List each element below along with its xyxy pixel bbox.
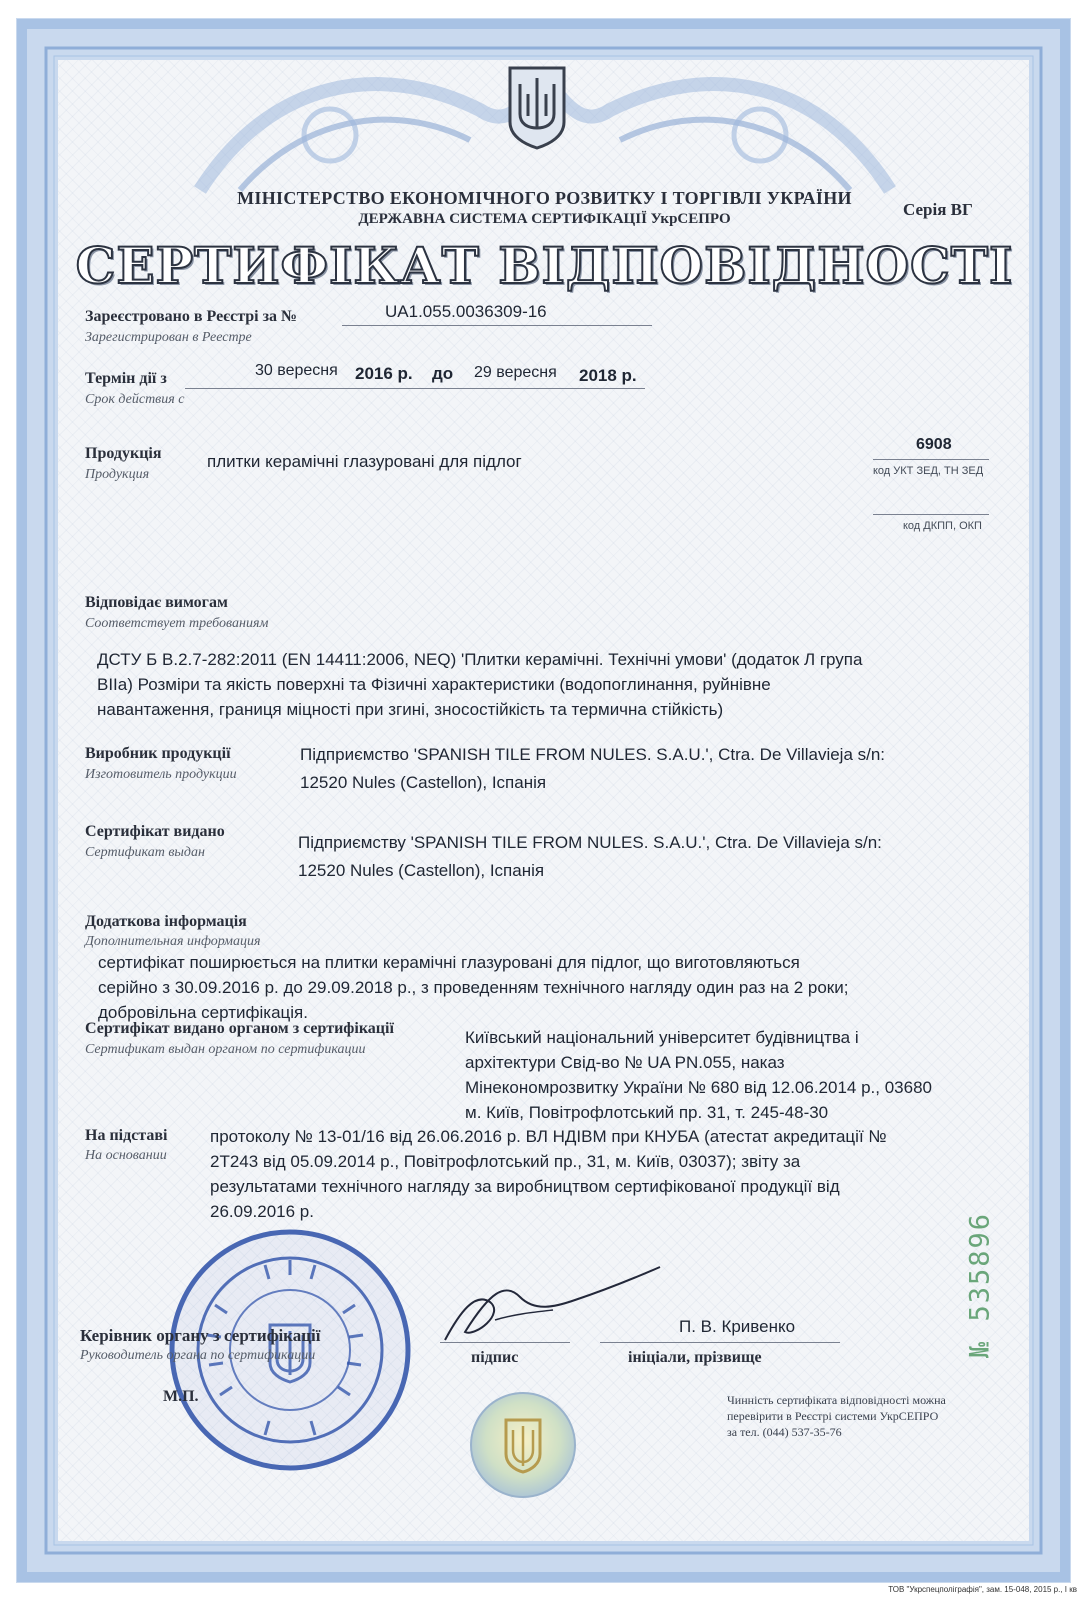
head-of-body-label: Керівник органу з сертифікації	[80, 1326, 321, 1345]
registration-label: Зареєстровано в Реєстрі за №	[85, 308, 298, 325]
hologram-trident-icon	[468, 1390, 578, 1500]
issued-to-line: Підприємству 'SPANISH TILE FROM NULES. S.A.U.', Ctra. De Villavieja s/n:	[298, 833, 882, 852]
seal-place-label: М.П.	[163, 1388, 199, 1405]
additional-info-line: серійно з 30.09.2016 р. до 29.09.2018 р., з проведенням технічного нагляду один раз на 2 роки;	[98, 978, 849, 997]
certification-system-heading: ДЕРЖАВНА СИСТЕМА СЕРТИФІКАЦІЇ УкрСЕПРО	[358, 211, 731, 227]
validity-to-date: 29 вересня	[474, 364, 557, 381]
requirements-line: BIIa) Розміри та якість поверхні та Фізичні характеристики (водопоглинання, руйнівне	[97, 675, 771, 694]
product-value: плитки керамічні глазуровані для підлог	[207, 452, 522, 471]
additional-info-text	[98, 950, 848, 1025]
additional-info-line: добровільна сертифікація.	[98, 1003, 308, 1022]
requirements-label: Відповідає вимогам	[85, 594, 228, 611]
product-label-ru: Продукция	[85, 467, 150, 482]
signatory-name: П. В. Кривенко	[679, 1317, 796, 1336]
certification-body-label: Сертифікат видано органом з сертифікації	[85, 1020, 394, 1037]
verification-note-line: за тел. (044) 537-35-76	[727, 1425, 842, 1439]
ministry-heading: МІНІСТЕРСТВО ЕКОНОМІЧНОГО РОЗВИТКУ І ТОРГІВЛІ УКРАЇНИ	[237, 188, 852, 208]
registration-label-ru: Зарегистрирован в Реестре	[85, 330, 252, 345]
requirements-line: навантаження, границя міцності при згині, зносостійкість та термична стійкість)	[97, 700, 724, 719]
verification-note-line: перевірити в Реєстрі системи УкрСЕПРО	[727, 1409, 939, 1423]
manufacturer-line: 12520 Nules (Castellon), Іспанія	[300, 773, 547, 792]
product-label: Продукція	[85, 445, 162, 462]
basis-text	[210, 1124, 887, 1224]
basis-line: 2Т243 від 05.09.2014 р., Повітрофлотський пр., 31, м. Київ, 03037); звіту за	[210, 1152, 801, 1171]
manufacturer-label-ru: Изготовитель продукции	[85, 767, 237, 782]
additional-info-label-ru: Дополнительная информация	[85, 934, 261, 949]
requirements-label-ru: Соответствует требованиям	[85, 616, 269, 631]
issued-to-label: Сертифікат видано	[85, 823, 225, 840]
initials-caption: ініціали, прізвище	[628, 1349, 762, 1366]
certification-body-line: м. Київ, Повітрофлотський пр. 31, т. 245-48-30	[465, 1103, 829, 1122]
basis-label: На підставі	[85, 1127, 168, 1144]
certification-body-line: архітектури Свід-во № UA PN.055, наказ	[465, 1053, 785, 1072]
basis-label-ru: На основании	[85, 1148, 167, 1163]
product-code2-label: код ДКПП, ОКП	[903, 520, 982, 532]
validity-label: Термін дії з	[85, 370, 167, 387]
certification-body-line: Київський національний університет будівництва і	[465, 1028, 859, 1047]
basis-line: 26.09.2016 р.	[210, 1202, 314, 1221]
manufacturer-label: Виробник продукції	[85, 745, 231, 762]
basis-line: протоколу № 13-01/16 від 26.06.2016 р. ВЛ НДІВМ при КНУБА (атестат акредитації №	[210, 1127, 887, 1146]
verification-note	[727, 1392, 946, 1440]
validity-to-year: 2018 р.	[579, 366, 637, 385]
issued-to-label-ru: Сертификат выдан	[85, 845, 205, 860]
issued-to-line: 12520 Nules (Castellon), Іспанія	[298, 861, 545, 880]
serial-number-box	[950, 1200, 1010, 1370]
basis-line: результатами технічного нагляду за виробництвом сертифікованої продукції від	[210, 1177, 840, 1196]
additional-info-line: сертифікат поширюється на плитки керамічні глазуровані для підлог, що виготовляються	[98, 953, 800, 972]
registration-number: UA1.055.0036309-16	[385, 302, 547, 321]
validity-from-date: 30 вересня	[255, 362, 338, 379]
verification-note-line: Чинність сертифіката відповідності можна	[727, 1393, 946, 1407]
validity-to-word: до	[432, 364, 454, 383]
validity-from-year: 2016 р.	[355, 364, 413, 383]
manufacturer-text	[300, 741, 885, 797]
certification-body-line: Мінекономрозвитку України № 680 від 12.06.2014 р., 03680	[465, 1078, 932, 1097]
signature-caption: підпис	[471, 1349, 519, 1366]
additional-info-label: Додаткова інформація	[85, 913, 247, 930]
requirements-line: ДСТУ Б В.2.7-282:2011 (EN 14411:2006, NEQ) 'Плитки керамічні. Технічні умови' (додаток Л група	[97, 650, 863, 669]
serial-number: № 535896	[964, 1211, 996, 1359]
head-of-body-label-ru: Руководитель органа по сертификации	[80, 1348, 316, 1363]
product-code: 6908	[916, 436, 952, 453]
certification-body-label-ru: Сертификат выдан органом по сертификации	[85, 1042, 366, 1057]
requirements-text	[97, 647, 862, 722]
certification-body-text	[465, 1025, 932, 1125]
printer-imprint: ТОВ "Укрспецполіграфія", зам. 15-048, 2015 р., І кв	[888, 1585, 1077, 1594]
issued-to-text	[298, 829, 882, 885]
manufacturer-line: Підприємство 'SPANISH TILE FROM NULES. S.A.U.', Ctra. De Villavieja s/n:	[300, 745, 886, 764]
certificate-title: СЕРТИФІКАТ ВІДПОВІДНОСТІ	[75, 236, 1014, 295]
product-code-label: код УКТ ЗЕД, ТН ЗЕД	[873, 465, 984, 477]
validity-label-ru: Срок действия с	[85, 392, 185, 407]
handwritten-signature	[435, 1262, 675, 1352]
series-label: Серія ВГ	[903, 200, 973, 219]
trident-emblem-icon	[506, 64, 568, 150]
